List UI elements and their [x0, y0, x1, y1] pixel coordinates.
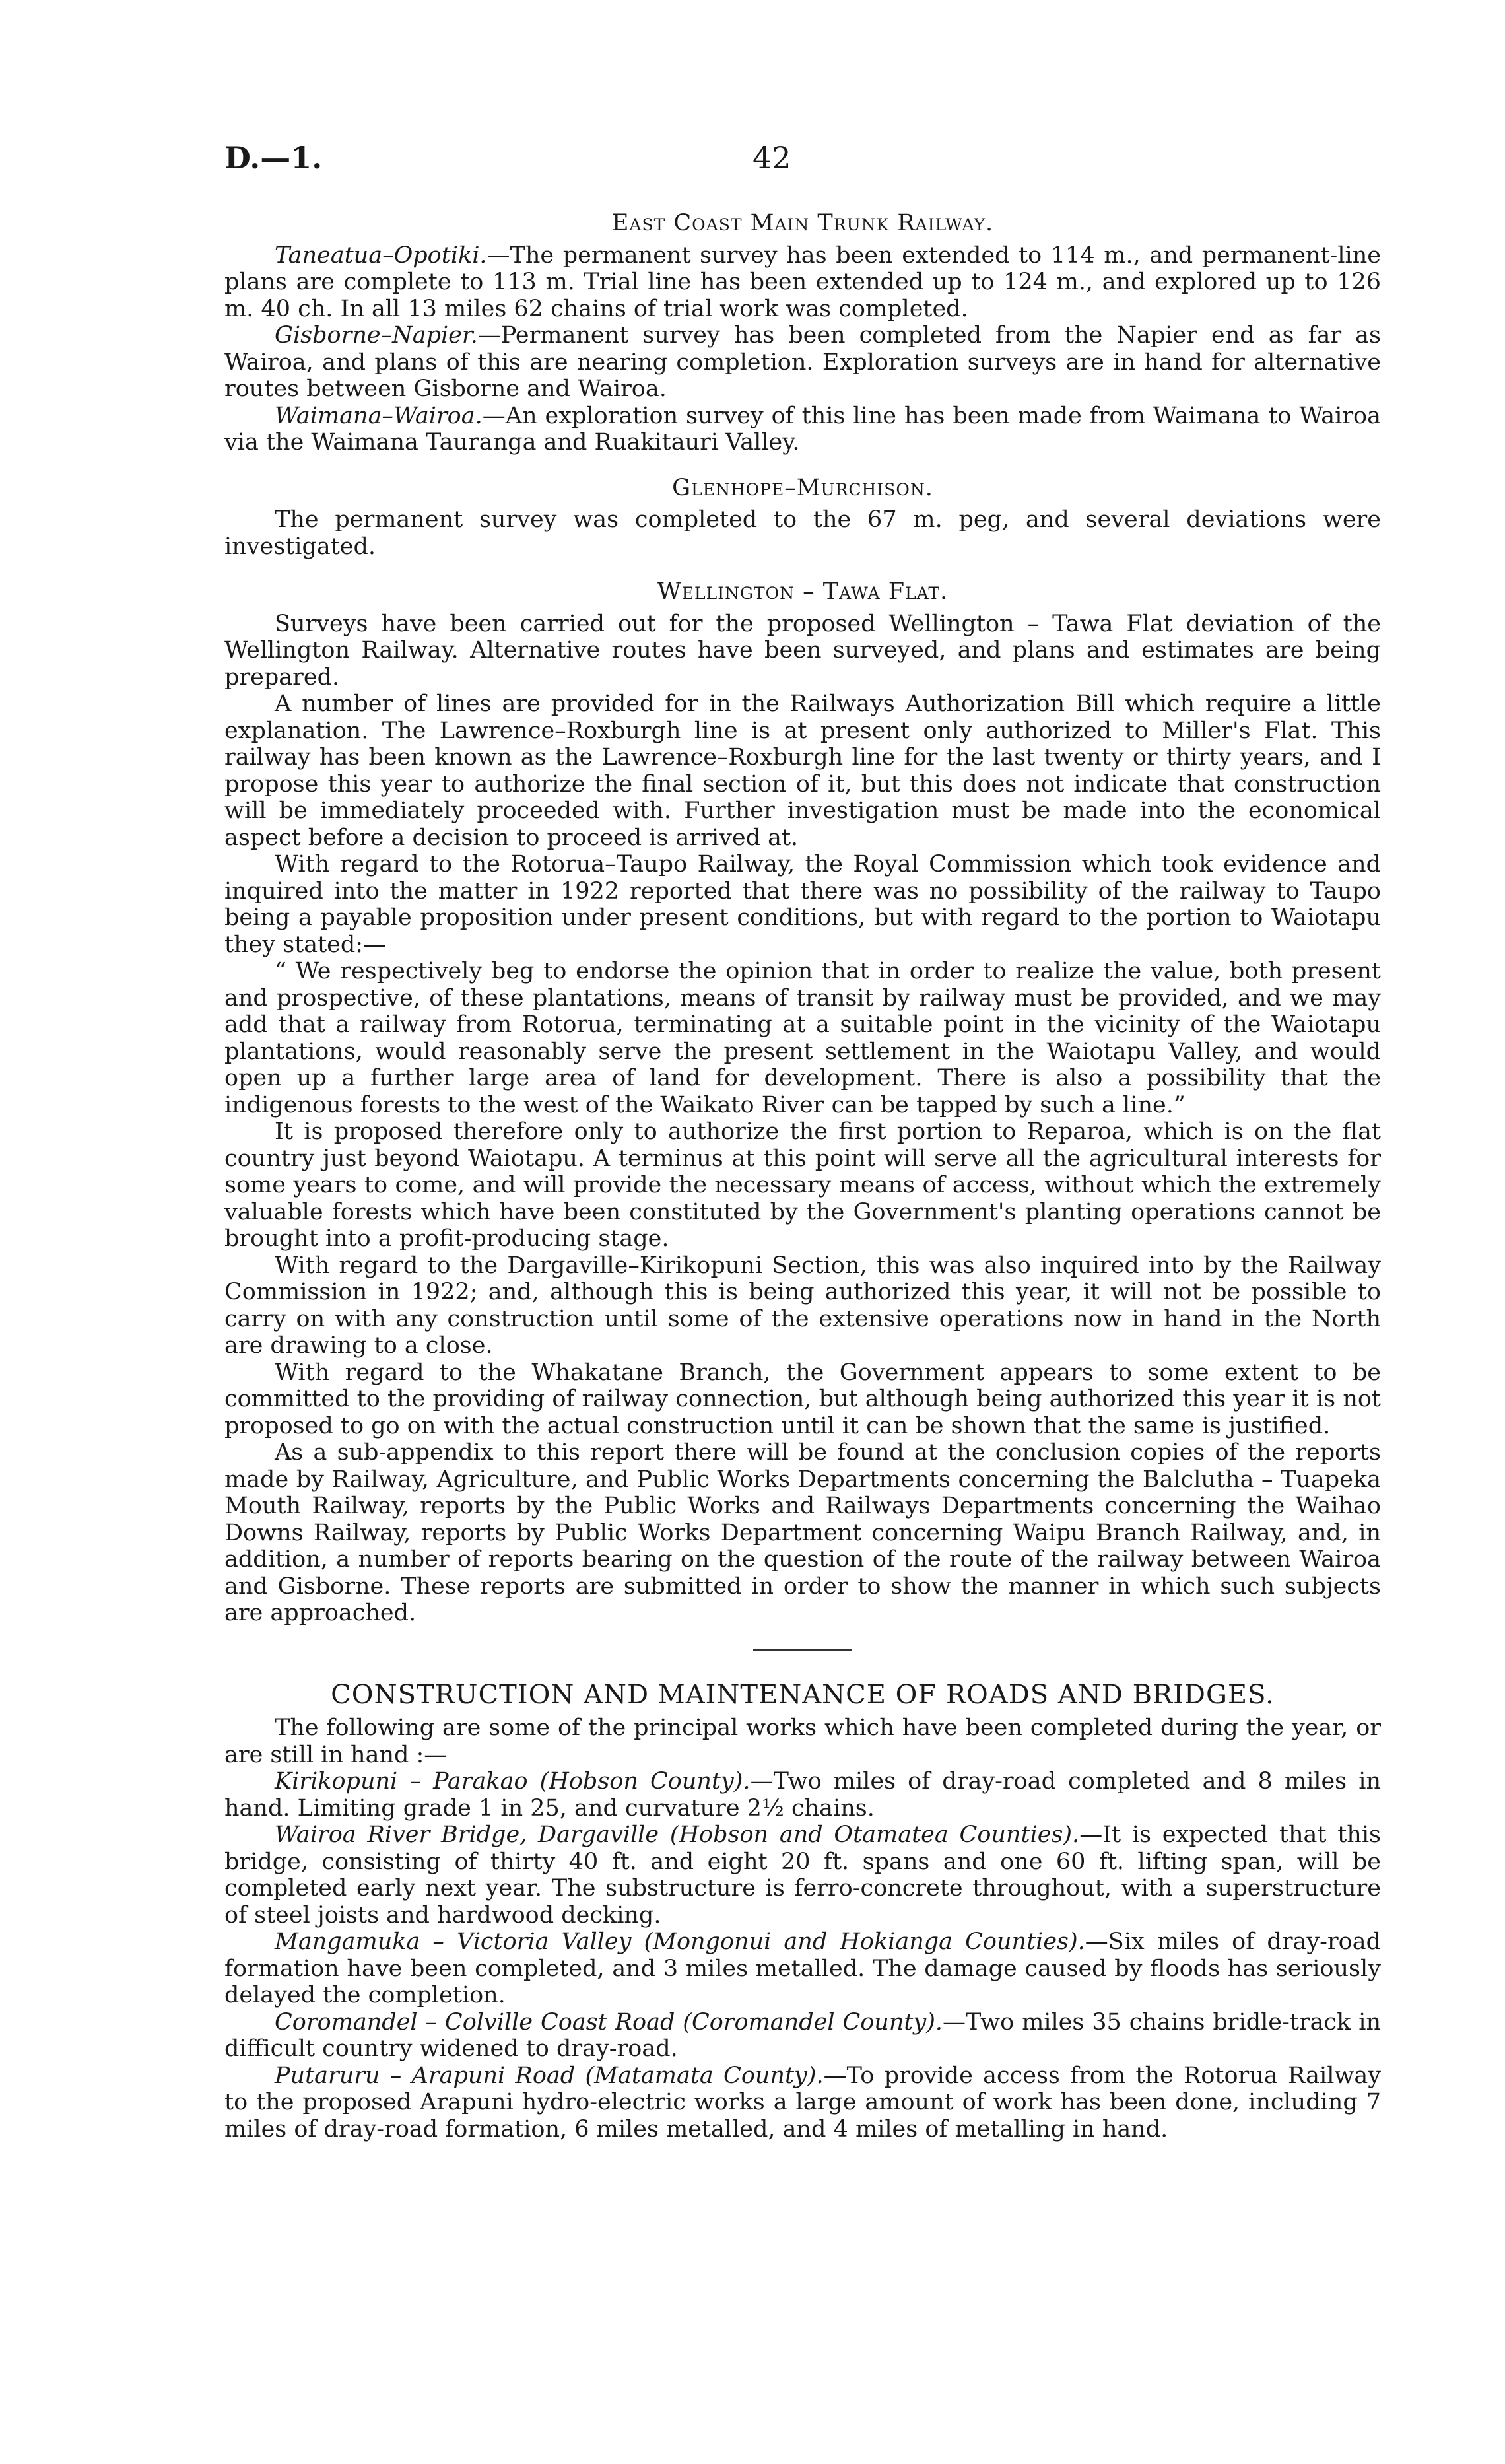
page-number: 42 [752, 140, 791, 176]
paragraph-lead: Coromandel – Colville Coast Road (Coromandel County). [275, 2008, 943, 2036]
paragraph [224, 2009, 1381, 2063]
paragraph-lead: Taneatua–Opotiki. [275, 242, 487, 269]
paragraph-text: —It is expected that this bridge, consisting of thirty 40 ft. and eight 20 ft. spans and one 60 ft. lifting span, will be completed early next year. The substructure is ferro-concrete throughout, with a superstructure of steel joists and hardwood decking. [224, 1822, 1382, 1929]
paragraph: With regard to the Whakatane Branch, the Government appears to some extent to be committed to the providing of railway connection, but although being authorized this year it is not proposed to go on with the actual construction until it can be shown that the same is justified. [224, 1359, 1381, 1439]
document-reference: D.—1. [224, 140, 323, 176]
paragraph-text: —Two miles 35 chains bridle-track in difficult country widened to dray-road. [224, 2008, 1381, 2062]
paragraph: With regard to the Rotorua–Taupo Railway, the Royal Commission which took evidence and inquired into the matter in 1922 reported that there was no possibility of the railway to Taupo being a payable proposition under present conditions, but with regard to the portion to Waiotapu they stated:— [224, 851, 1381, 958]
paragraph-text: —To provide access from the Rotorua Railway to the proposed Arapuni hydro-electric works a large amount of work has been done, including 7 miles of dray-road formation, 6 miles metalled, and 4 miles of metalling in hand. [224, 2062, 1381, 2142]
paragraph [224, 1822, 1381, 1929]
paragraph-text: —Permanent survey has been completed from the Napier end as far as Wairoa, and plans of this are nearing completion. Exploration surveys are in hand for alternative routes between Gisborne and Wairoa. [224, 322, 1381, 402]
section-heading-east-coast: East Coast Main Trunk Railway. [611, 210, 994, 236]
paragraph [224, 1929, 1381, 2009]
page-header [224, 140, 1347, 186]
paragraph: The following are some of the principal works which have been completed during the year, or are still in hand :— [224, 1715, 1381, 1768]
paragraph: With regard to the Dargaville–Kirikopuni Section, this was also inquired into by the Railway Commission in 1922; and, although this is being authorized this year, it will not be possible to carry on with any construction until some of the extensive operations now in hand in the North are drawing to a close. [224, 1252, 1381, 1359]
paragraph [224, 242, 1381, 323]
paragraph [224, 1768, 1381, 1822]
paragraph: It is proposed therefore only to authorize the first portion to Reparoa, which is on the flat country just beyond Waiotapu. A terminus at this point will serve all the agricultural interests for some years to come, and will provide the necessary means of access, without which the extremely valuable forests which have been constituted by the Government's planting operations cannot be brought into a profit-producing stage. [224, 1118, 1381, 1252]
quotation: “ We respectively beg to endorse the opinion that in order to realize the value, both present and prospective, of these plantations, means of transit by railway must be provided, and we may add that a railway from Rotorua, terminating at a suitable point in the vicinity of the Waiotapu plantations, would reasonably serve the present settlement in the Waiotapu Valley, and would open up a further large area of land for development. There is also a possibility that the indigenous forests to the west of the Waikato River can be tapped by such a line.” [224, 958, 1381, 1118]
section-heading-roads: CONSTRUCTION AND MAINTENANCE OF ROADS AND BRIDGES. [331, 1679, 1275, 1710]
paragraph: As a sub-appendix to this report there will be found at the conclusion copies of the reports made by Railway, Agriculture, and Public Works Departments concerning the Balclutha – Tuapeka Mouth Railway, reports by the Public Works and Railways Departments concerning the Waihao Downs Railway, reports by Public Works Department concerning Waipu Branch Railway, and, in addition, a number of reports bearing on the question of the route of the railway between Wairoa and Gisborne. These reports are submitted in order to show the manner in which such subjects are approached. [224, 1439, 1381, 1626]
paragraph-lead: Waimana–Wairoa. [275, 402, 483, 429]
paragraph-lead: Mangamuka – Victoria Valley (Mongonui and Hokianga Counties). [275, 1929, 1085, 1955]
paragraph-lead: Gisborne–Napier. [275, 322, 478, 349]
paragraph: A number of lines are provided for in the Railways Authorization Bill which require a little explanation. The Lawrence–Roxburgh line is at present only authorized to Miller's Flat. This railway has been known as the Lawrence–Roxburgh line for the last twenty or thirty years, and I propose this year to authorize the final section of it, but this does not indicate that construction will be immediately proceeded with. Further investigation must be made into the economical aspect before a decision to proceed is arrived at. [224, 691, 1381, 851]
paragraph: The permanent survey was completed to the 67 m. peg, and several deviations were investigated. [224, 506, 1381, 560]
paragraph-lead: Kirikopuni – Parakao (Hobson County). [275, 1768, 751, 1795]
paragraph-text: —Two miles of dray-road completed and 8 miles in hand. Limiting grade 1 in 25, and curvature 2½ chains. [224, 1768, 1381, 1822]
paragraph-text: —Six miles of dray-road formation have been completed, and 3 miles metalled. The damage caused by floods has seriously delayed the completion. [224, 1929, 1381, 2008]
document-body [224, 210, 1381, 2142]
section-heading-wellington: Wellington – Tawa Flat. [657, 578, 949, 605]
paragraph-text: —An exploration survey of this line has been made from Waimana to Wairoa via the Waimana Tauranga and Ruakitauri Valley. [224, 402, 1381, 456]
section-divider [753, 1649, 852, 1651]
paragraph-text: —The permanent survey has been extended to 114 m., and permanent-line plans are complete to 113 m. Trial line has been extended up to 124 m., and explored up to 126 m. 40 ch. In all 13 miles 62 chains of trial work was completed. [224, 242, 1381, 322]
paragraph: Surveys have been carried out for the proposed Wellington – Tawa Flat deviation of the Wellington Railway. Alternative routes have been surveyed, and plans and estimates are being prepared. [224, 610, 1381, 691]
paragraph-lead: Wairoa River Bridge, Dargaville (Hobson and Otamatea Counties). [275, 1822, 1080, 1848]
section-heading-glenhope: Glenhope–Murchison. [672, 474, 933, 501]
paragraph [224, 403, 1381, 456]
paragraph [224, 2063, 1381, 2143]
paragraph-lead: Putaruru – Arapuni Road (Matamata County). [275, 2062, 824, 2089]
paragraph [224, 322, 1381, 403]
